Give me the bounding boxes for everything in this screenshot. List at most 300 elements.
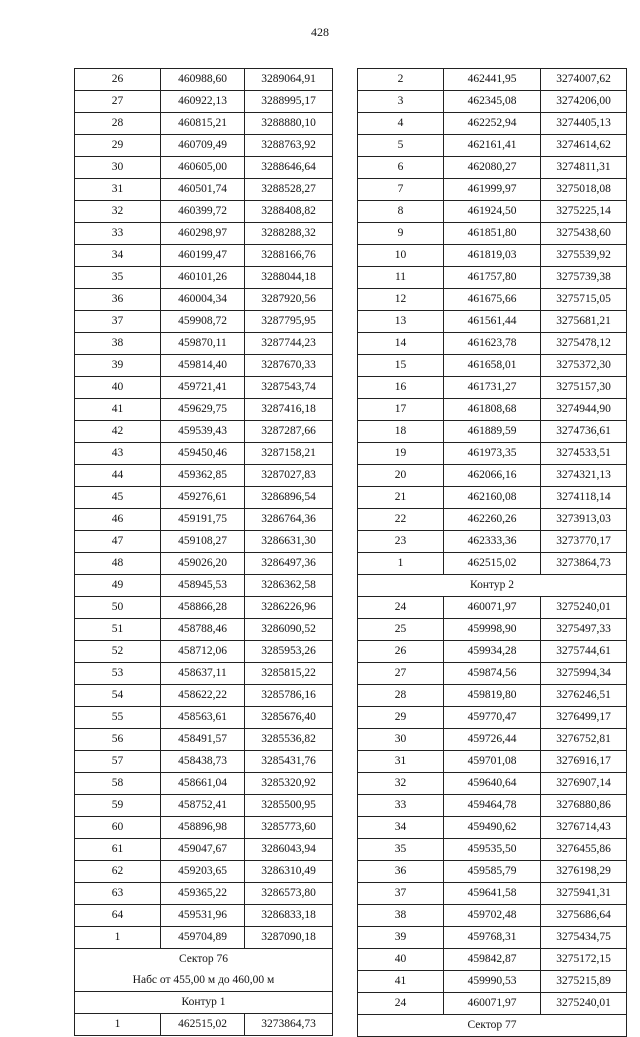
table-row [75, 245, 333, 267]
table-row [358, 399, 627, 421]
coordinate-x: 459191,75 [161, 509, 245, 531]
coordinate-y: 3276455,86 [541, 839, 627, 861]
coordinate-y: 3286090,52 [245, 619, 333, 641]
coordinate-y: 3274811,31 [541, 157, 627, 179]
table-row [358, 509, 627, 531]
coordinate-y: 3273770,17 [541, 531, 627, 553]
point-number: 5 [358, 135, 444, 157]
point-number: 35 [358, 839, 444, 861]
point-number: 36 [75, 289, 161, 311]
coordinate-x: 458945,53 [161, 575, 245, 597]
coordinate-x: 459640,64 [444, 773, 541, 795]
table-row [358, 113, 627, 135]
coordinate-x: 462160,08 [444, 487, 541, 509]
point-number: 29 [358, 707, 444, 729]
point-number: 48 [75, 553, 161, 575]
coordinate-x: 459047,67 [161, 839, 245, 861]
table-row [358, 927, 627, 949]
coordinate-y: 3289064,91 [245, 69, 333, 91]
coordinate-y: 3288880,10 [245, 113, 333, 135]
coordinate-x: 459908,72 [161, 311, 245, 333]
contour-heading-line: Контур 2 [469, 579, 514, 591]
left-coordinates-table [74, 68, 333, 1036]
coordinate-y: 3274614,62 [541, 135, 627, 157]
coordinate-y: 3276752,81 [541, 729, 627, 751]
coordinate-y: 3286631,30 [245, 531, 333, 553]
coordinate-x: 459842,87 [444, 949, 541, 971]
sector-heading [358, 1015, 627, 1037]
point-number: 60 [75, 817, 161, 839]
table-row [358, 707, 627, 729]
coordinate-x: 459108,27 [161, 531, 245, 553]
coordinate-y: 3276907,14 [541, 773, 627, 795]
coordinate-x: 458752,41 [161, 795, 245, 817]
table-row [358, 465, 627, 487]
table-row [358, 971, 627, 993]
point-number: 16 [358, 377, 444, 399]
coordinate-y: 3275686,64 [541, 905, 627, 927]
coordinate-y: 3286573,80 [245, 883, 333, 905]
table-row [358, 663, 627, 685]
table-row [75, 553, 333, 575]
coordinate-y: 3288646,64 [245, 157, 333, 179]
point-number: 41 [75, 399, 161, 421]
coordinate-y: 3276198,29 [541, 861, 627, 883]
table-row [75, 509, 333, 531]
coordinate-y: 3287158,21 [245, 443, 333, 465]
point-number: 25 [358, 619, 444, 641]
coordinate-x: 459726,44 [444, 729, 541, 751]
coordinate-y: 3285431,76 [245, 751, 333, 773]
coordinate-x: 459490,62 [444, 817, 541, 839]
coordinate-y: 3286896,54 [245, 487, 333, 509]
coordinate-x: 459768,31 [444, 927, 541, 949]
point-number: 23 [358, 531, 444, 553]
point-number: 27 [358, 663, 444, 685]
contour-heading [75, 992, 333, 1014]
table-row [75, 113, 333, 135]
point-number: 1 [75, 927, 161, 949]
coordinate-y: 3275941,31 [541, 883, 627, 905]
coordinate-x: 462515,02 [444, 553, 541, 575]
coordinate-x: 459026,20 [161, 553, 245, 575]
table-row [358, 157, 627, 179]
contour-heading-row [358, 575, 627, 597]
table-row [75, 333, 333, 355]
table-row [75, 685, 333, 707]
coordinate-x: 458866,28 [161, 597, 245, 619]
table-row [358, 729, 627, 751]
coordinate-y: 3285953,26 [245, 641, 333, 663]
table-row [75, 69, 333, 91]
point-number: 41 [358, 971, 444, 993]
coordinate-y: 3275372,30 [541, 355, 627, 377]
coordinate-y: 3274944,90 [541, 399, 627, 421]
table-row [358, 839, 627, 861]
coordinate-x: 459535,50 [444, 839, 541, 861]
coordinate-y: 3285815,22 [245, 663, 333, 685]
coordinate-y: 3285536,82 [245, 729, 333, 751]
point-number: 26 [358, 641, 444, 663]
point-number: 54 [75, 685, 161, 707]
coordinate-y: 3285773,60 [245, 817, 333, 839]
table-row [75, 619, 333, 641]
coordinate-x: 458563,61 [161, 707, 245, 729]
coordinate-x: 459629,75 [161, 399, 245, 421]
point-number: 57 [75, 751, 161, 773]
coordinate-x: 461999,97 [444, 179, 541, 201]
contour-heading-line: Контур 1 [181, 996, 226, 1008]
point-number: 46 [75, 509, 161, 531]
coordinate-y: 3274206,00 [541, 91, 627, 113]
point-number: 28 [75, 113, 161, 135]
table-row [358, 751, 627, 773]
point-number: 42 [75, 421, 161, 443]
coordinate-y: 3275157,30 [541, 377, 627, 399]
point-number: 30 [358, 729, 444, 751]
coordinate-y: 3275018,08 [541, 179, 627, 201]
point-number: 56 [75, 729, 161, 751]
point-number: 18 [358, 421, 444, 443]
table-row [75, 905, 333, 927]
table-row [75, 377, 333, 399]
coordinate-y: 3285500,95 [245, 795, 333, 817]
point-number: 40 [75, 377, 161, 399]
coordinate-y: 3275539,92 [541, 245, 627, 267]
coordinate-y: 3285320,92 [245, 773, 333, 795]
table-row [358, 135, 627, 157]
coordinate-y: 3287670,33 [245, 355, 333, 377]
table-row [358, 201, 627, 223]
coordinate-x: 458712,06 [161, 641, 245, 663]
point-number: 43 [75, 443, 161, 465]
point-number: 37 [75, 311, 161, 333]
coordinate-y: 3276499,17 [541, 707, 627, 729]
coordinate-x: 459362,85 [161, 465, 245, 487]
coordinate-y: 3275681,21 [541, 311, 627, 333]
coordinate-y: 3285786,16 [245, 685, 333, 707]
point-number: 29 [75, 135, 161, 157]
coordinate-x: 462080,27 [444, 157, 541, 179]
point-number: 17 [358, 399, 444, 421]
table-row [358, 883, 627, 905]
coordinate-y: 3286043,94 [245, 839, 333, 861]
table-row [75, 839, 333, 861]
coordinate-y: 3286497,36 [245, 553, 333, 575]
coordinate-x: 458622,22 [161, 685, 245, 707]
point-number: 11 [358, 267, 444, 289]
point-number: 53 [75, 663, 161, 685]
table-row [358, 69, 627, 91]
coordinate-x: 460922,13 [161, 91, 245, 113]
coordinate-x: 461808,68 [444, 399, 541, 421]
point-number: 8 [358, 201, 444, 223]
sector-heading-row [358, 1015, 627, 1037]
table-row [358, 179, 627, 201]
table-row [75, 399, 333, 421]
table-row [75, 267, 333, 289]
point-number: 36 [358, 861, 444, 883]
point-number: 35 [75, 267, 161, 289]
coordinate-y: 3275744,61 [541, 641, 627, 663]
coordinate-x: 460071,97 [444, 993, 541, 1015]
coordinate-x: 459770,47 [444, 707, 541, 729]
table-row [75, 443, 333, 465]
point-number: 24 [358, 597, 444, 619]
table-row [75, 289, 333, 311]
coordinate-x: 460101,26 [161, 267, 245, 289]
table-row [358, 91, 627, 113]
table-row [358, 597, 627, 619]
coordinate-y: 3274405,13 [541, 113, 627, 135]
point-number: 40 [358, 949, 444, 971]
sector-heading-line: Набс от 455,00 м до 460,00 м [132, 974, 275, 986]
coordinate-y: 3275478,12 [541, 333, 627, 355]
coordinate-y: 3287416,18 [245, 399, 333, 421]
table-row [358, 905, 627, 927]
point-number: 4 [358, 113, 444, 135]
coordinate-y: 3275497,33 [541, 619, 627, 641]
table-row [358, 355, 627, 377]
point-number: 22 [358, 509, 444, 531]
coordinate-y: 3275215,89 [541, 971, 627, 993]
coordinate-x: 459203,65 [161, 861, 245, 883]
point-number: 20 [358, 465, 444, 487]
table-row [358, 641, 627, 663]
point-number: 39 [358, 927, 444, 949]
coordinate-x: 458896,98 [161, 817, 245, 839]
coordinate-y: 3274736,61 [541, 421, 627, 443]
table-row [75, 157, 333, 179]
table-row [75, 311, 333, 333]
coordinate-x: 462345,08 [444, 91, 541, 113]
coordinate-x: 459721,41 [161, 377, 245, 399]
table-row [358, 861, 627, 883]
coordinate-x: 458438,73 [161, 751, 245, 773]
point-number: 3 [358, 91, 444, 113]
coordinate-y: 3286362,58 [245, 575, 333, 597]
coordinate-x: 459704,89 [161, 927, 245, 949]
point-number: 26 [75, 69, 161, 91]
coordinate-y: 3275434,75 [541, 927, 627, 949]
coordinate-y: 3276880,86 [541, 795, 627, 817]
coordinate-x: 459585,79 [444, 861, 541, 883]
coordinate-y: 3287744,23 [245, 333, 333, 355]
point-number: 33 [75, 223, 161, 245]
coordinate-x: 462260,26 [444, 509, 541, 531]
point-number: 47 [75, 531, 161, 553]
point-number: 27 [75, 91, 161, 113]
coordinate-x: 460605,00 [161, 157, 245, 179]
coordinate-y: 3273913,03 [541, 509, 627, 531]
point-number: 63 [75, 883, 161, 905]
point-number: 64 [75, 905, 161, 927]
table-row [358, 377, 627, 399]
point-number: 34 [75, 245, 161, 267]
coordinate-y: 3275739,38 [541, 267, 627, 289]
table-row [358, 267, 627, 289]
sector-heading-row [75, 949, 333, 992]
sector-heading-line: Сектор 77 [467, 1019, 517, 1031]
coordinate-y: 3275240,01 [541, 597, 627, 619]
coordinate-y: 3286764,36 [245, 509, 333, 531]
table-row [75, 751, 333, 773]
point-number: 9 [358, 223, 444, 245]
page-number: 428 [311, 25, 329, 39]
coordinate-x: 460815,21 [161, 113, 245, 135]
table-row [358, 333, 627, 355]
coordinate-x: 461675,66 [444, 289, 541, 311]
coordinate-x: 460709,49 [161, 135, 245, 157]
coordinate-x: 460071,97 [444, 597, 541, 619]
table-row [75, 355, 333, 377]
table-row [358, 949, 627, 971]
point-number: 7 [358, 179, 444, 201]
coordinate-y: 3286226,96 [245, 597, 333, 619]
coordinate-x: 461973,35 [444, 443, 541, 465]
point-number: 50 [75, 597, 161, 619]
table-row [358, 993, 627, 1015]
coordinate-x: 462252,94 [444, 113, 541, 135]
table-row [358, 531, 627, 553]
point-number: 14 [358, 333, 444, 355]
point-number: 58 [75, 773, 161, 795]
coordinate-y: 3288763,92 [245, 135, 333, 157]
coordinate-x: 458788,46 [161, 619, 245, 641]
table-row [75, 421, 333, 443]
table-row [75, 135, 333, 157]
coordinate-x: 461819,03 [444, 245, 541, 267]
coordinate-y: 3275225,14 [541, 201, 627, 223]
point-number: 38 [358, 905, 444, 927]
coordinate-y: 3273864,73 [541, 553, 627, 575]
point-number: 34 [358, 817, 444, 839]
table-row [75, 773, 333, 795]
coordinate-x: 459814,40 [161, 355, 245, 377]
coordinate-x: 460501,74 [161, 179, 245, 201]
point-number: 13 [358, 311, 444, 333]
coordinate-y: 3275715,05 [541, 289, 627, 311]
coordinate-y: 3274007,62 [541, 69, 627, 91]
point-number: 38 [75, 333, 161, 355]
coordinate-x: 458637,11 [161, 663, 245, 685]
point-number: 52 [75, 641, 161, 663]
coordinate-y: 3275240,01 [541, 993, 627, 1015]
coordinate-x: 459701,08 [444, 751, 541, 773]
coordinate-y: 3285676,40 [245, 707, 333, 729]
point-number: 30 [75, 157, 161, 179]
coordinate-y: 3288528,27 [245, 179, 333, 201]
point-number: 62 [75, 861, 161, 883]
table-row [358, 421, 627, 443]
table-row [75, 861, 333, 883]
point-number: 31 [358, 751, 444, 773]
coordinate-x: 459365,22 [161, 883, 245, 905]
sector-heading-line: Сектор 76 [178, 953, 229, 965]
point-number: 1 [358, 553, 444, 575]
table-row [358, 443, 627, 465]
coordinate-x: 461757,80 [444, 267, 541, 289]
point-number: 24 [358, 993, 444, 1015]
coordinate-y: 3275438,60 [541, 223, 627, 245]
coordinate-x: 459702,48 [444, 905, 541, 927]
table-row [75, 575, 333, 597]
point-number: 32 [75, 201, 161, 223]
coordinate-y: 3288044,18 [245, 267, 333, 289]
coordinate-x: 462161,41 [444, 135, 541, 157]
coordinate-y: 3288408,82 [245, 201, 333, 223]
point-number: 12 [358, 289, 444, 311]
coordinate-x: 462333,36 [444, 531, 541, 553]
coordinate-x: 461924,50 [444, 201, 541, 223]
coordinate-x: 461658,01 [444, 355, 541, 377]
coordinate-x: 460004,34 [161, 289, 245, 311]
point-number: 61 [75, 839, 161, 861]
coordinate-y: 3287090,18 [245, 927, 333, 949]
table-row [75, 927, 333, 949]
coordinate-y: 3276714,43 [541, 817, 627, 839]
contour-heading-row [75, 992, 333, 1014]
coordinate-x: 459641,58 [444, 883, 541, 905]
coordinate-y: 3275994,34 [541, 663, 627, 685]
table-row [358, 619, 627, 641]
table-row [75, 91, 333, 113]
coordinate-x: 462066,16 [444, 465, 541, 487]
point-number: 55 [75, 707, 161, 729]
coordinate-y: 3288995,17 [245, 91, 333, 113]
table-row [75, 487, 333, 509]
coordinate-x: 458661,04 [161, 773, 245, 795]
table-row [358, 773, 627, 795]
coordinate-x: 461623,78 [444, 333, 541, 355]
coordinate-x: 459934,28 [444, 641, 541, 663]
coordinate-y: 3276916,17 [541, 751, 627, 773]
coordinate-y: 3274533,51 [541, 443, 627, 465]
coordinate-y: 3274118,14 [541, 487, 627, 509]
coordinate-x: 459539,43 [161, 421, 245, 443]
point-number: 45 [75, 487, 161, 509]
table-row [75, 641, 333, 663]
coordinate-x: 460199,47 [161, 245, 245, 267]
coordinate-y: 3274321,13 [541, 465, 627, 487]
table-row [75, 1014, 333, 1036]
table-row [358, 289, 627, 311]
point-number: 59 [75, 795, 161, 817]
point-number: 28 [358, 685, 444, 707]
coordinate-x: 462441,95 [444, 69, 541, 91]
coordinate-x: 459276,61 [161, 487, 245, 509]
point-number: 10 [358, 245, 444, 267]
table-row [75, 201, 333, 223]
table-row [358, 685, 627, 707]
table-row [358, 817, 627, 839]
point-number: 31 [75, 179, 161, 201]
point-number: 51 [75, 619, 161, 641]
table-row [75, 597, 333, 619]
table-row [75, 663, 333, 685]
table-row [75, 531, 333, 553]
coordinate-y: 3286833,18 [245, 905, 333, 927]
point-number: 1 [75, 1014, 161, 1036]
point-number: 32 [358, 773, 444, 795]
table-row [358, 223, 627, 245]
coordinate-x: 459990,53 [444, 971, 541, 993]
table-row [358, 795, 627, 817]
point-number: 19 [358, 443, 444, 465]
coordinate-y: 3287543,74 [245, 377, 333, 399]
coordinate-y: 3287027,83 [245, 465, 333, 487]
table-row [358, 245, 627, 267]
